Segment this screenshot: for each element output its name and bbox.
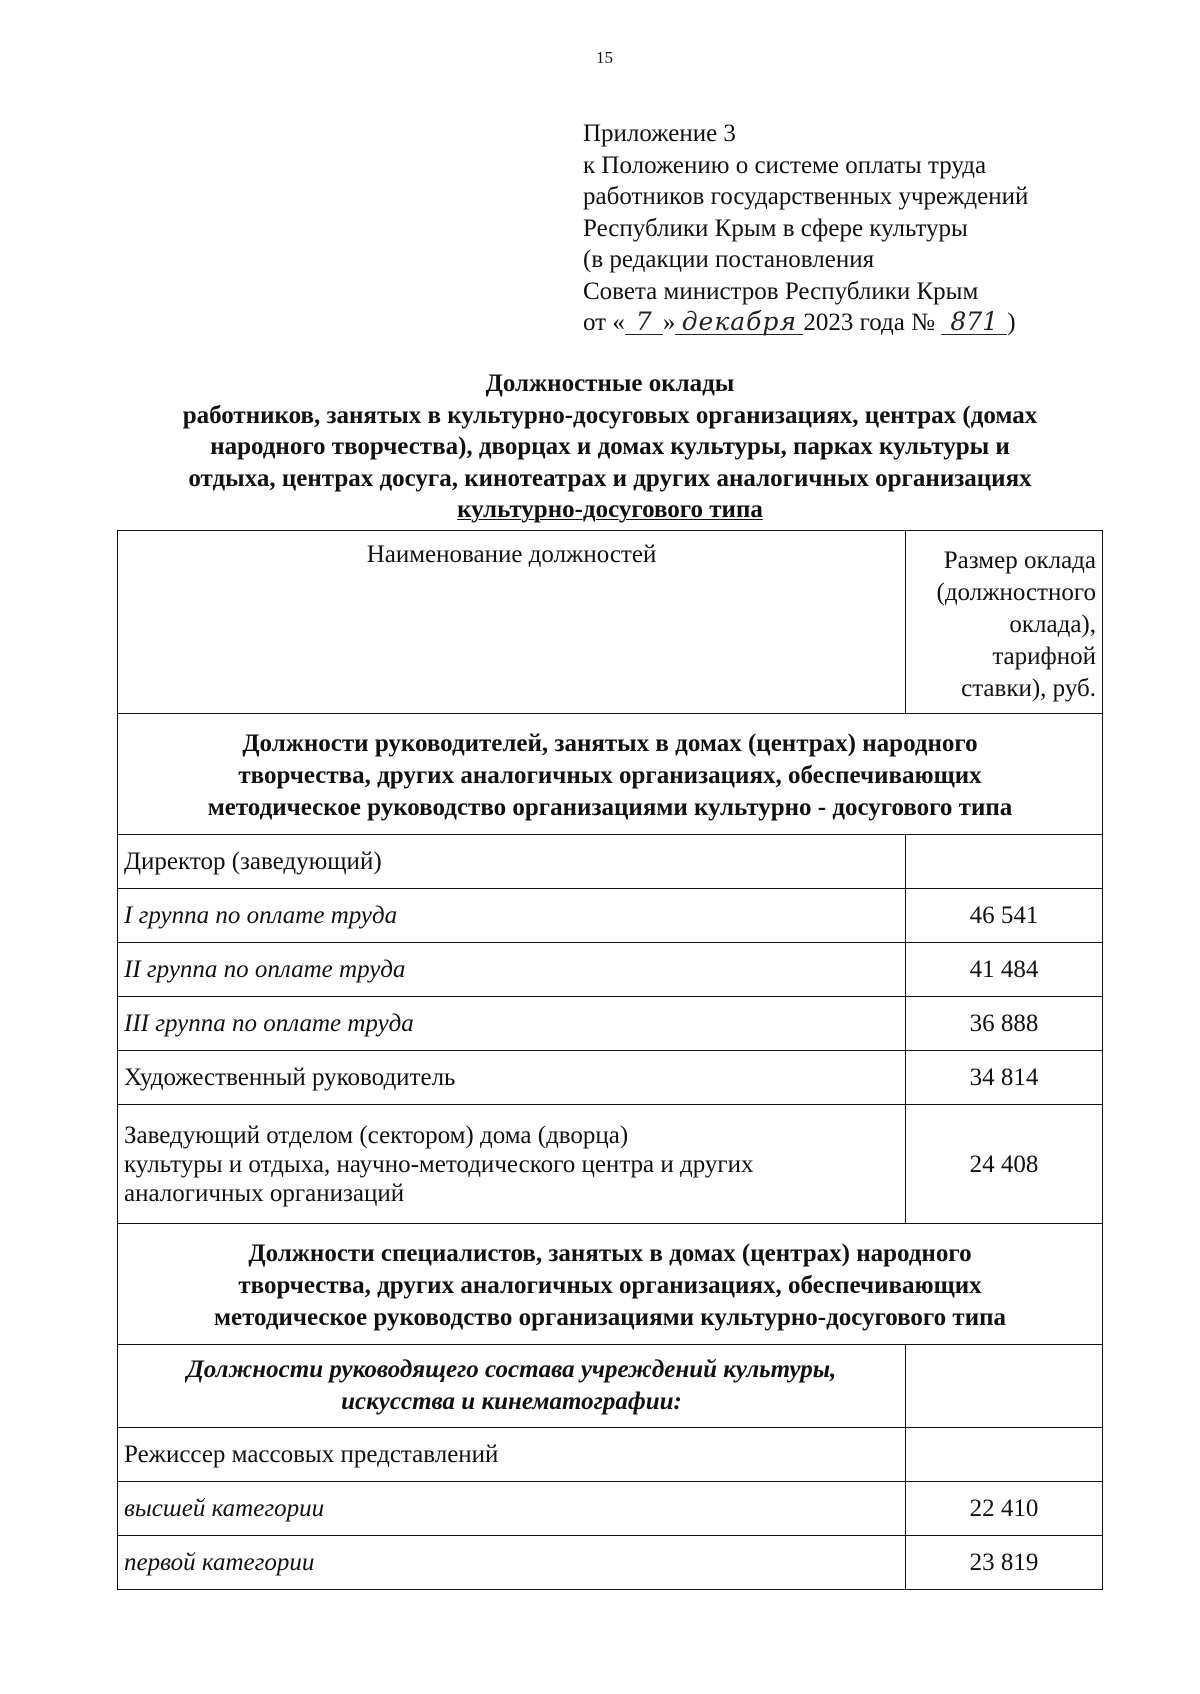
position-name: I группа по оплате труда — [118, 889, 906, 943]
section-line: Должности руководителей, занятых в домах (центрах) народного — [242, 730, 978, 757]
section-line: методическое руководство организациями культурно-досугового типа — [213, 1304, 1007, 1331]
section-line: методическое руководство организациями культурно - досугового типа — [207, 794, 1013, 821]
handwritten-month: декабря — [675, 310, 803, 335]
salary-value: 24 408 — [906, 1105, 1103, 1224]
appendix-line: работников государственных учреждений — [583, 183, 1029, 210]
resolution-date-line: от « 7 » декабря 2023 года № 871 ) — [583, 307, 1016, 336]
salary-value: 41 484 — [906, 943, 1103, 997]
table-row — [118, 889, 1103, 943]
appendix-line: Совета министров Республики Крым — [583, 277, 979, 305]
page-number: 15 — [596, 48, 613, 67]
header-size-line: оклада), — [1009, 611, 1096, 638]
title-line: работников, занятых в культурно-досуговых организациях, центрах (домах — [182, 401, 1038, 429]
appendix-line: к Положению о системе оплаты труда — [583, 151, 987, 179]
subheading-line: Должности руководящего состава учреждений культуры, — [186, 1356, 837, 1383]
position-name-line: Заведующий отделом (сектором) дома (дворца) — [124, 1121, 629, 1149]
table-row — [118, 1428, 1103, 1482]
table-row — [118, 997, 1103, 1051]
table-row — [118, 1345, 1103, 1428]
subheading-leadership — [118, 1345, 906, 1428]
salary-table — [117, 530, 1103, 1590]
header-size-line: Размер оклада — [943, 547, 1096, 574]
handwritten-day: 7 — [625, 310, 663, 335]
position-name: Директор (заведующий) — [118, 835, 906, 889]
table-row — [118, 1482, 1103, 1536]
salary-value: 23 819 — [906, 1536, 1103, 1590]
title-line: отдыха, центрах досуга, кинотеатрах и других аналогичных организациях — [188, 464, 1032, 492]
header-size-line: тарифной — [992, 643, 1096, 670]
header-size-line: ставки), руб. — [961, 675, 1096, 702]
position-name — [118, 1105, 906, 1224]
appendix-line: (в редакции постановления — [583, 246, 875, 273]
table-row — [118, 943, 1103, 997]
section-heading-specialists — [118, 1224, 1103, 1345]
date-year: 2023 года № — [803, 309, 935, 336]
salary-value — [906, 1345, 1103, 1428]
section-line: творчества, других аналогичных организациях, обеспечивающих — [238, 1272, 982, 1299]
handwritten-doc-number: 871 — [941, 310, 1007, 335]
position-name: первой категории — [118, 1536, 906, 1590]
appendix-line: Приложение 3 — [583, 120, 736, 147]
position-name: Художественный руководитель — [118, 1051, 906, 1105]
section-heading-row — [118, 1224, 1103, 1345]
document-title — [100, 368, 1120, 526]
table-row — [118, 1051, 1103, 1105]
salary-value — [906, 1428, 1103, 1482]
salary-value — [906, 835, 1103, 889]
position-name-line: аналогичных организаций — [124, 1179, 405, 1207]
table-row — [118, 1105, 1103, 1224]
salary-value: 22 410 — [906, 1482, 1103, 1536]
table-header-row — [118, 531, 1103, 714]
header-size-line: (должностного — [936, 579, 1096, 606]
salary-value: 34 814 — [906, 1051, 1103, 1105]
salary-value: 36 888 — [906, 997, 1103, 1051]
title-line: культурно-досугового типа — [457, 496, 763, 523]
section-heading-managers — [118, 714, 1103, 835]
position-name: высшей категории — [118, 1482, 906, 1536]
date-mid: » — [662, 309, 676, 336]
table-row — [118, 835, 1103, 889]
appendix-block — [583, 118, 1028, 339]
date-prefix: от « — [583, 309, 625, 336]
subheading-line: искусства и кинематографии: — [341, 1388, 682, 1415]
section-line: творчества, других аналогичных организациях, обеспечивающих — [238, 762, 982, 789]
table-row — [118, 1536, 1103, 1590]
position-name-line: культуры и отдыха, научно-методического центра и других — [124, 1150, 754, 1178]
position-name: III группа по оплате труда — [118, 997, 906, 1051]
position-name: II группа по оплате труда — [118, 943, 906, 997]
header-salary-size — [906, 531, 1103, 714]
salary-value: 46 541 — [906, 889, 1103, 943]
header-position-name: Наименование должностей — [118, 531, 906, 714]
title-line: народного творчества), дворцах и домах культуры, парках культуры и — [210, 433, 1010, 460]
section-line: Должности специалистов, занятых в домах (центрах) народного — [248, 1240, 972, 1267]
appendix-line: Республики Крым в сфере культуры — [583, 214, 968, 242]
section-heading-row — [118, 714, 1103, 835]
title-line: Должностные оклады — [485, 370, 735, 397]
position-name: Режиссер массовых представлений — [118, 1428, 906, 1482]
